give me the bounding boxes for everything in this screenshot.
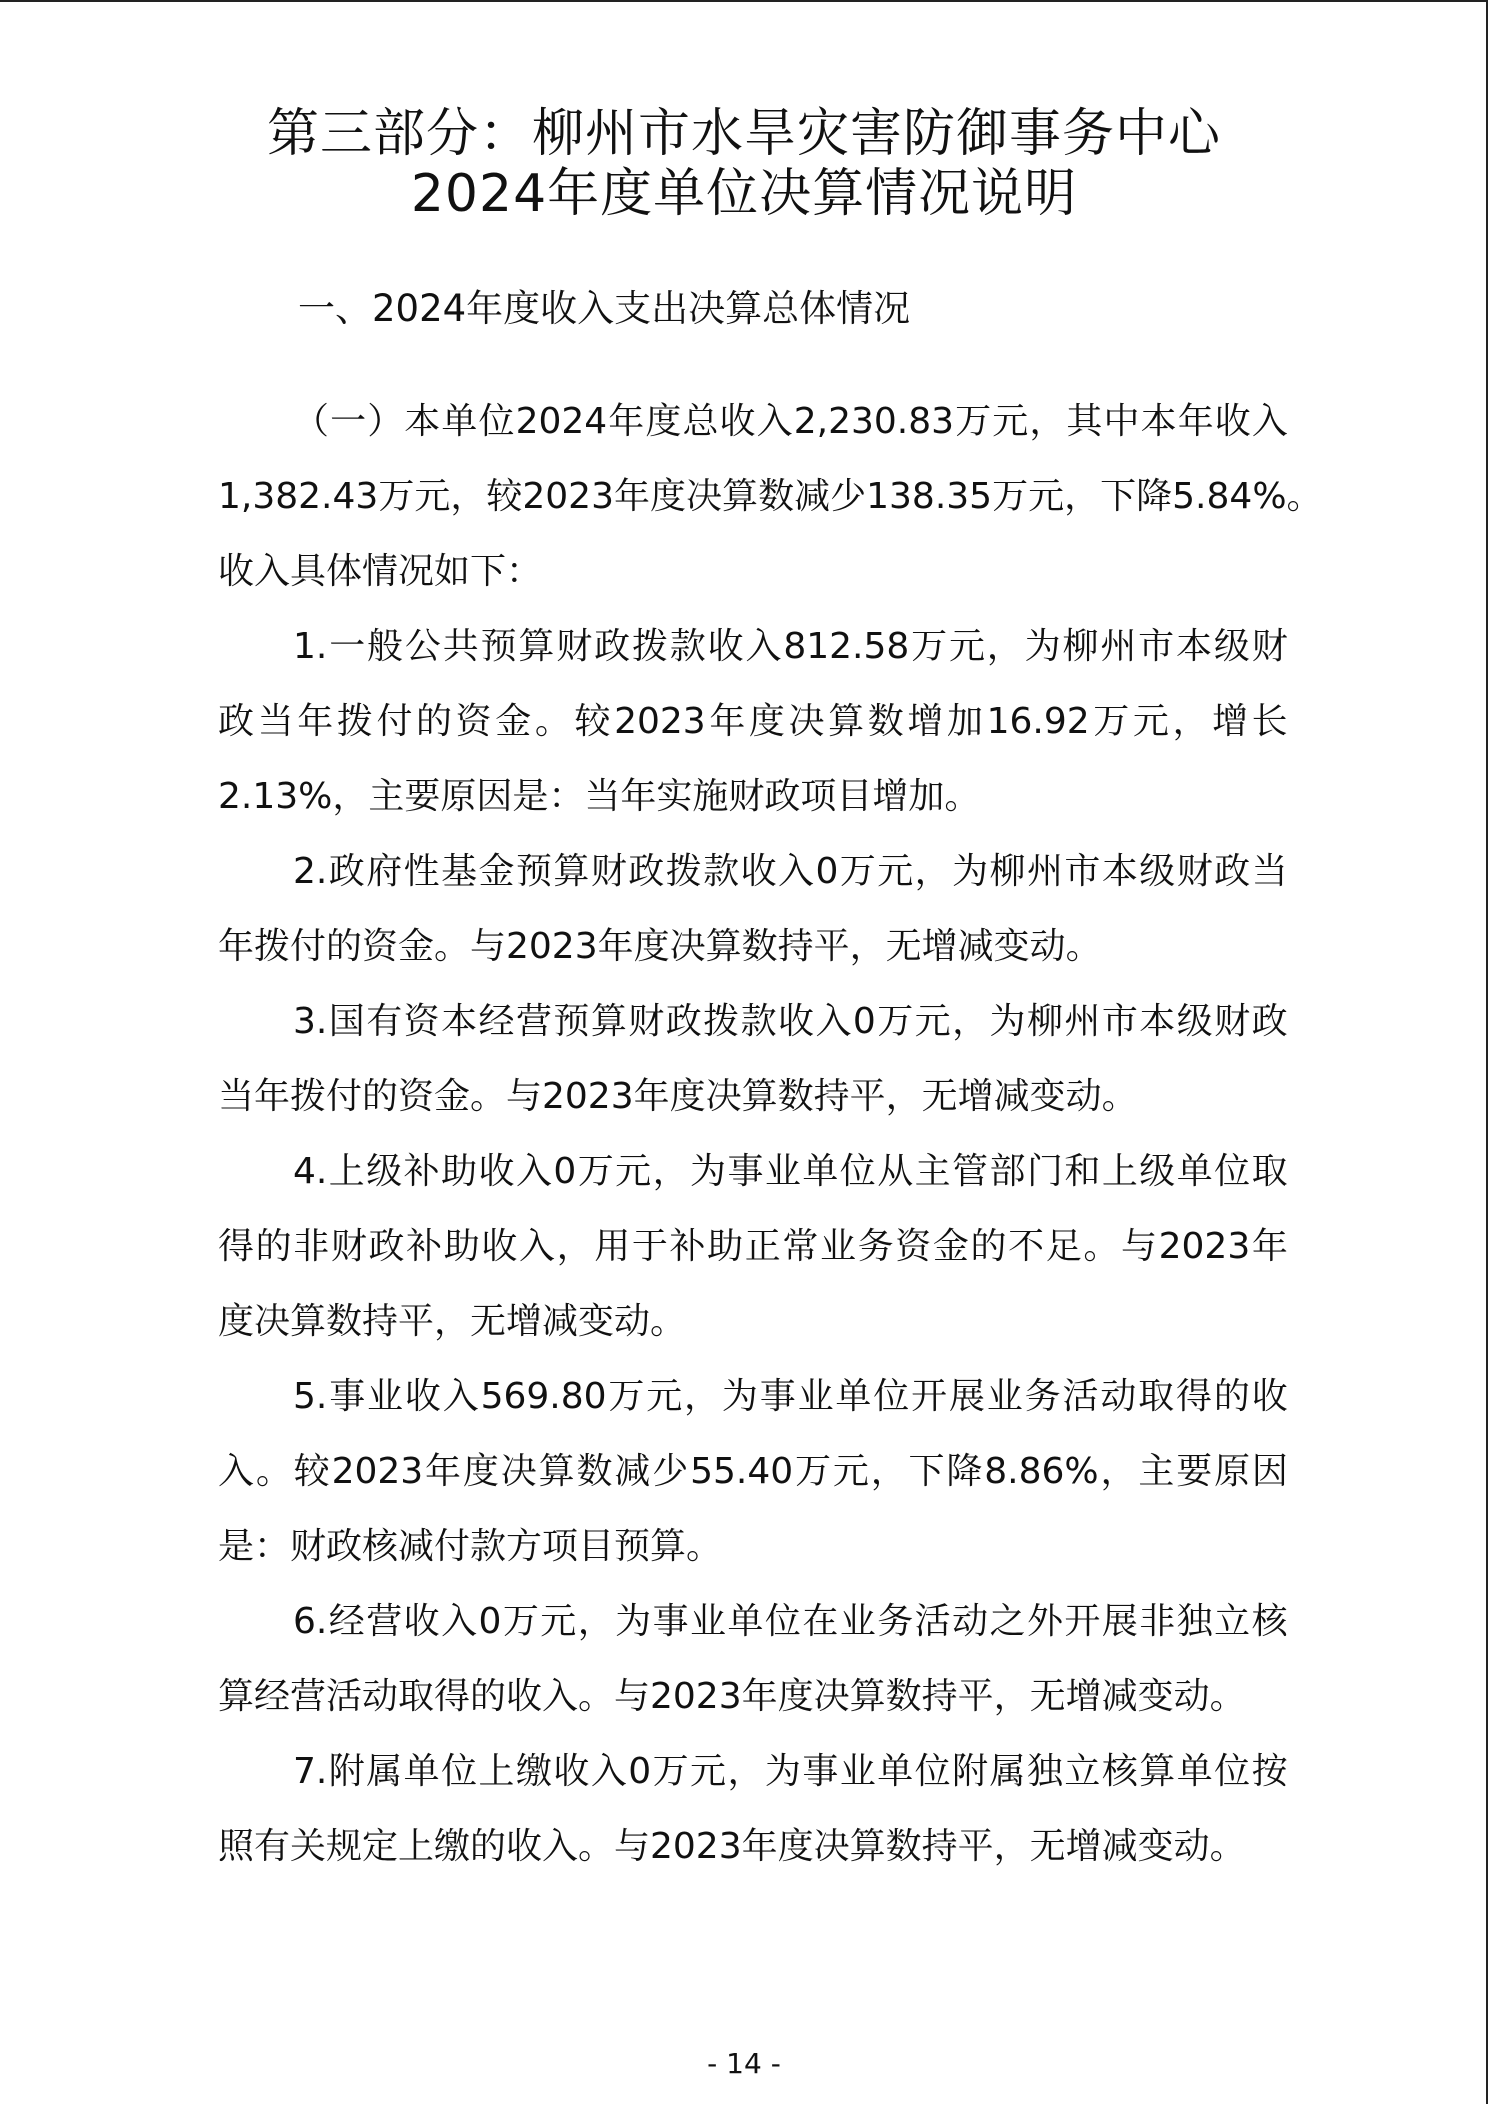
paragraph [218,1367,1288,1592]
paragraph-line: 是：财政核减付款方项目预算。 [218,1526,723,1567]
paragraph-line: 算经营活动取得的收入。与2023年度决算数持平，无增减变动。 [218,1676,1246,1717]
paragraph-line: 政 当 年 拨 付 的 资 金 。 较 2023 年 度 决 算 数 增 加 16.92 万 元 ， 增 长 [218,701,1288,742]
section-heading: 一、2024年度收入支出决算总体情况 [298,287,911,330]
paragraph-line: 年拨付的资金。与2023年度决算数持平，无增减变动。 [218,926,1102,967]
document-body [218,392,1323,1892]
paragraph-line: 5. 事 业 收 入 569.80 万 元 ， 为 事 业 单 位 开 展 业 务 活 动 取 得 的 收 [293,1376,1288,1417]
paragraph-line: 当年拨付的资金。与2023年度决算数持平，无增减变动。 [218,1076,1138,1117]
paragraph-line: 7. 附 属 单 位 上 缴 收 入 0 万 元 ， 为 事 业 单 位 附 属 独 立 核 算 单 位 按 [293,1751,1288,1792]
paragraph [218,1742,1288,1892]
paragraph [218,1592,1288,1742]
paragraph-line: 得 的 非 财 政 补 助 收 入 ， 用 于 补 助 正 常 业 务 资 金 的 不 足 。 与 2023 年 [218,1226,1288,1267]
paragraph-line: 4. 上 级 补 助 收 入 0 万 元 ， 为 事 业 单 位 从 主 管 部 门 和 上 级 单 位 取 [293,1151,1288,1192]
paragraph [218,842,1288,992]
paragraph [218,992,1288,1142]
paragraph-line: 6. 经 营 收 入 0 万 元 ， 为 事 业 单 位 在 业 务 活 动 之 外 开 展 非 独 立 核 [293,1601,1288,1642]
paragraph-line: 收入具体情况如下： [218,551,543,592]
title-line-1: 第三部分：柳州市水旱灾害防御事务中心 [266,104,1221,164]
paragraph-line: 1,382.43 万 元 ， 较 2023 年 度 决 算 数 减 少 138.35 万 元 ， 下 降 5.84% 。 [218,476,1323,517]
paragraph-line: 2.13%，主要原因是：当年实施财政项目增加。 [218,776,981,817]
paragraph-line: 照有关规定上缴的收入。与2023年度决算数持平，无增减变动。 [218,1826,1246,1867]
title-line-2: 2024年度单位决算情况说明 [410,164,1078,224]
paragraph-line: 2. 政 府 性 基 金 预 算 财 政 拨 款 收 入 0 万 元 ， 为 柳 州 市 本 级 财 政 当 [293,851,1288,892]
page-title [0,104,1488,224]
paragraph-line: 度决算数持平，无增减变动。 [218,1301,687,1342]
paragraph [218,617,1288,842]
paragraph-line: （ 一 ） 本 单 位 2024 年 度 总 收 入 2,230.83 万 元 ， 其 中 本 年 收 入 [293,401,1288,442]
paragraph-line: 1. 一 般 公 共 预 算 财 政 拨 款 收 入 812.58 万 元 ， 为 柳 州 市 本 级 财 [293,626,1288,667]
paragraph-line: 3. 国 有 资 本 经 营 预 算 财 政 拨 款 收 入 0 万 元 ， 为 柳 州 市 本 级 财 政 [293,1001,1288,1042]
paragraph-line: 入 。 较 2023 年 度 决 算 数 减 少 55.40 万 元 ， 下 降 8.86% ， 主 要 原 因 [218,1451,1288,1492]
paragraph [218,392,1323,617]
paragraph [218,1142,1288,1367]
page-number: - 14 - [707,2047,781,2080]
